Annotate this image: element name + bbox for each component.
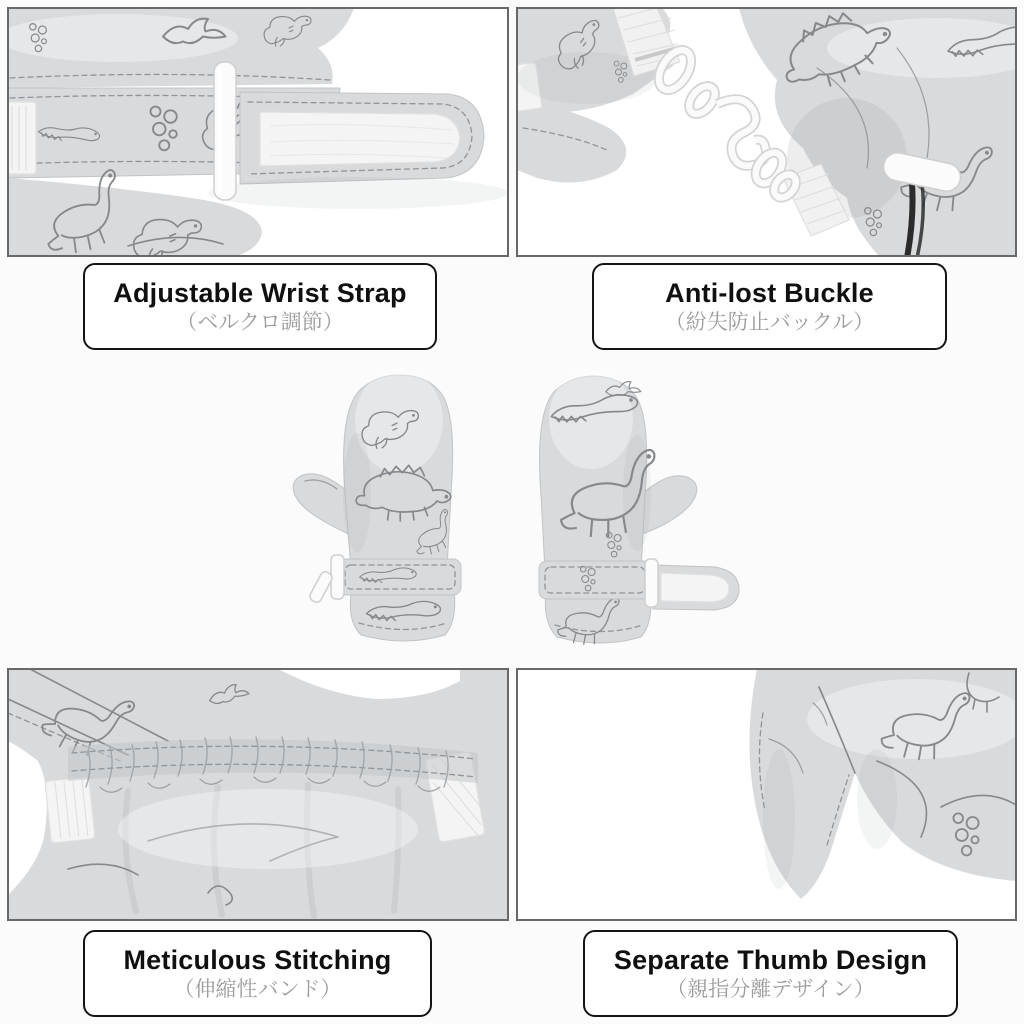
- thumb: [293, 474, 351, 535]
- feature-label-anti-lost-buckle: [592, 263, 947, 350]
- feature-label-meticulous-stitching: [83, 930, 432, 1017]
- feature-title: Adjustable Wrist Strap: [113, 278, 407, 308]
- feature-title: Anti-lost Buckle: [665, 278, 874, 308]
- feature-title: Meticulous Stitching: [123, 945, 392, 975]
- mitten-right: [539, 369, 739, 649]
- feature-subtitle-japanese: （親指分離デザイン）: [666, 978, 875, 1001]
- photo-elastic-stitching: [8, 669, 508, 920]
- feature-label-adjustable-wrist-strap: [83, 263, 437, 350]
- strap-tail: [308, 570, 334, 604]
- feature-subtitle-japanese: （伸縮性バンド）: [173, 978, 342, 1001]
- strap-keeper-loop: [645, 559, 658, 607]
- panel-bottom-left: [8, 669, 508, 920]
- panel-bottom-right: [517, 669, 1024, 920]
- feature-label-separate-thumb-design: [583, 930, 958, 1017]
- photo-mittens-pair: [293, 369, 739, 649]
- strap-keeper-loop: [214, 62, 236, 200]
- feature-title: Separate Thumb Design: [613, 945, 928, 975]
- velcro-loop-strip: [661, 573, 729, 602]
- panel-top-left: [0, 7, 508, 272]
- panel-top-right: [508, 0, 1024, 258]
- feature-subtitle-japanese: （紛失防止バックル）: [664, 311, 875, 334]
- mitten-left: [293, 369, 461, 641]
- strap-keeper-loop: [331, 555, 344, 599]
- velcro-loop-strip: [260, 112, 460, 166]
- feature-subtitle-japanese: （ベルクロ調節）: [176, 311, 344, 334]
